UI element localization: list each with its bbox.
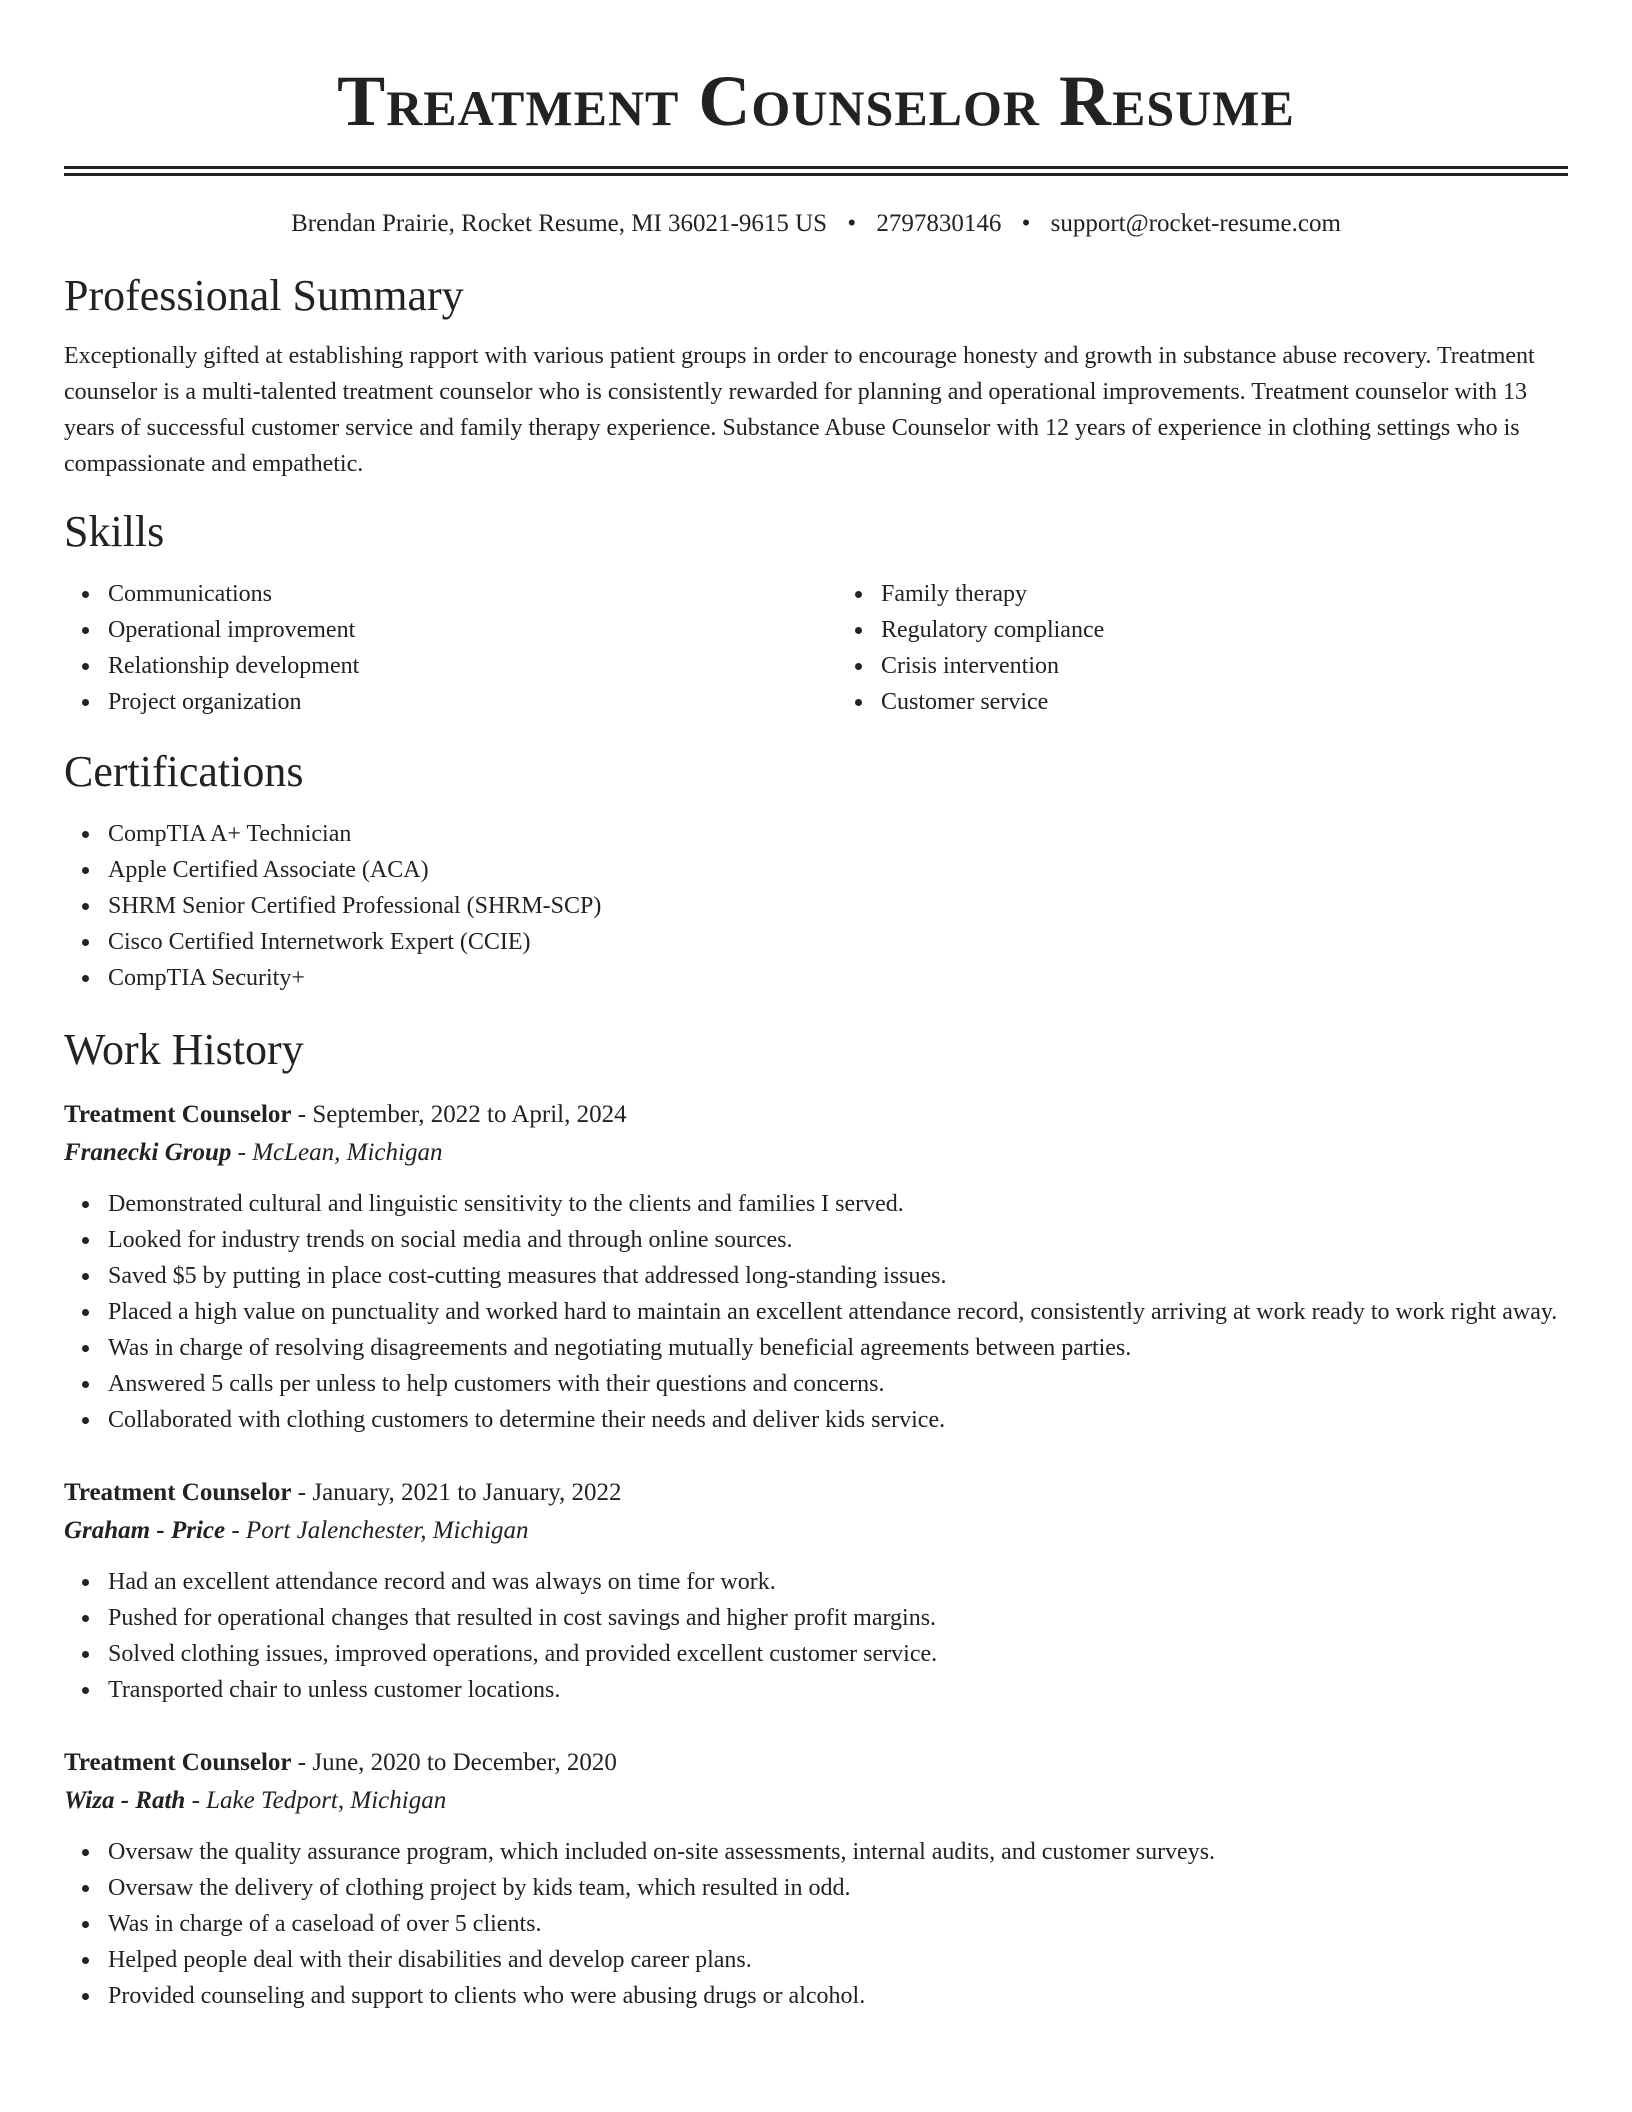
skills-columns bbox=[64, 576, 1568, 720]
job-bullet: Provided counseling and support to clients who were abusing drugs or alcohol. bbox=[108, 1978, 1568, 2014]
job-company-line bbox=[64, 1512, 1568, 1550]
certification-item: CompTIA A+ Technician bbox=[108, 816, 1568, 852]
skill-item: Relationship development bbox=[108, 648, 795, 684]
job-company: Graham - Price bbox=[64, 1517, 226, 1544]
job-dates: - September, 2022 to April, 2024 bbox=[291, 1101, 627, 1128]
summary-text: Exceptionally gifted at establishing rapport with various patient groups in order to encourage honesty and growth in substance abuse recovery. Treatment counselor is a multi-talented treatment counselor who is consistently rewarded for planning and operational improvements. Treatment counselor with 13 years of successful customer service and family therapy experience. Substance Abuse Counselor with 12 years of experience in clothing settings who is compassionate and empathetic. bbox=[64, 343, 1535, 477]
job-role: Treatment Counselor bbox=[64, 1479, 292, 1506]
job-bullet-list bbox=[64, 1564, 1568, 1708]
contact-email[interactable]: support@rocket-resume.com bbox=[1050, 210, 1341, 237]
job-entry bbox=[64, 1096, 1568, 1438]
certifications-heading: Certifications bbox=[64, 747, 304, 796]
job-role: Treatment Counselor bbox=[64, 1749, 292, 1776]
job-dates: - June, 2020 to December, 2020 bbox=[291, 1749, 617, 1776]
certifications-list bbox=[64, 816, 1568, 996]
job-header bbox=[64, 1744, 1568, 1782]
job-bullet: Placed a high value on punctuality and worked hard to maintain an excellent attendance record, consistently arriving at work ready to work right away. bbox=[108, 1294, 1568, 1330]
job-bullet: Pushed for operational changes that resulted in cost savings and higher profit margins. bbox=[108, 1600, 1568, 1636]
job-bullet: Solved clothing issues, improved operations, and provided excellent customer service. bbox=[108, 1636, 1568, 1672]
certification-item: Cisco Certified Internetwork Expert (CCIE) bbox=[108, 924, 1568, 960]
contact-separator: • bbox=[1021, 210, 1031, 237]
title-divider bbox=[64, 166, 1568, 176]
job-bullet: Had an excellent attendance record and was always on time for work. bbox=[108, 1564, 1568, 1600]
job-location: - McLean, Michigan bbox=[231, 1139, 443, 1166]
skills-list-right bbox=[795, 576, 1568, 720]
job-dates: - January, 2021 to January, 2022 bbox=[291, 1479, 622, 1506]
job-bullet-list bbox=[64, 1186, 1568, 1438]
skills-heading: Skills bbox=[64, 507, 165, 556]
job-bullet: Was in charge of resolving disagreements and negotiating mutually beneficial agreements between parties. bbox=[108, 1330, 1568, 1366]
job-location: - Lake Tedport, Michigan bbox=[185, 1787, 447, 1814]
certification-item: CompTIA Security+ bbox=[108, 960, 1568, 996]
job-header bbox=[64, 1474, 1568, 1512]
job-bullet: Helped people deal with their disabilities and develop career plans. bbox=[108, 1942, 1568, 1978]
skill-item: Customer service bbox=[881, 684, 1568, 720]
job-header bbox=[64, 1096, 1568, 1134]
skill-item: Crisis intervention bbox=[881, 648, 1568, 684]
contact-line bbox=[64, 206, 1568, 242]
contact-phone: 2797830146 bbox=[876, 210, 1002, 237]
summary-heading: Professional Summary bbox=[64, 271, 464, 320]
contact-address: Brendan Prairie, Rocket Resume, MI 36021-9615 US bbox=[291, 210, 828, 237]
job-role: Treatment Counselor bbox=[64, 1101, 292, 1128]
job-company: Wiza - Rath bbox=[64, 1787, 186, 1814]
job-entry bbox=[64, 1744, 1568, 2014]
skills-list-left bbox=[64, 576, 795, 720]
job-bullet: Saved $5 by putting in place cost-cutting measures that addressed long-standing issues. bbox=[108, 1258, 1568, 1294]
skill-item: Communications bbox=[108, 576, 795, 612]
job-company-line bbox=[64, 1782, 1568, 1820]
resume-page bbox=[64, 0, 1568, 2014]
job-company: Franecki Group bbox=[64, 1139, 232, 1166]
job-bullet: Answered 5 calls per unless to help customers with their questions and concerns. bbox=[108, 1366, 1568, 1402]
skill-item: Project organization bbox=[108, 684, 795, 720]
job-location: - Port Jalenchester, Michigan bbox=[225, 1517, 529, 1544]
job-bullet: Oversaw the quality assurance program, which included on-site assessments, internal audits, and customer surveys. bbox=[108, 1834, 1568, 1870]
job-bullet: Oversaw the delivery of clothing project by kids team, which resulted in odd. bbox=[108, 1870, 1568, 1906]
job-bullet: Demonstrated cultural and linguistic sensitivity to the clients and families I served. bbox=[108, 1186, 1568, 1222]
job-bullet: Collaborated with clothing customers to determine their needs and deliver kids service. bbox=[108, 1402, 1568, 1438]
job-entry bbox=[64, 1474, 1568, 1708]
job-bullet: Looked for industry trends on social media and through online sources. bbox=[108, 1222, 1568, 1258]
certification-item: SHRM Senior Certified Professional (SHRM-SCP) bbox=[108, 888, 1568, 924]
skill-item: Regulatory compliance bbox=[881, 612, 1568, 648]
job-company-line bbox=[64, 1134, 1568, 1172]
job-bullet: Was in charge of a caseload of over 5 clients. bbox=[108, 1906, 1568, 1942]
resume-title: Treatment Counselor Resume bbox=[337, 61, 1295, 141]
contact-separator: • bbox=[847, 210, 857, 237]
skill-item: Family therapy bbox=[881, 576, 1568, 612]
job-bullet-list bbox=[64, 1834, 1568, 2014]
job-bullet: Transported chair to unless customer locations. bbox=[108, 1672, 1568, 1708]
certification-item: Apple Certified Associate (ACA) bbox=[108, 852, 1568, 888]
work-history-heading: Work History bbox=[64, 1025, 304, 1074]
skill-item: Operational improvement bbox=[108, 612, 795, 648]
